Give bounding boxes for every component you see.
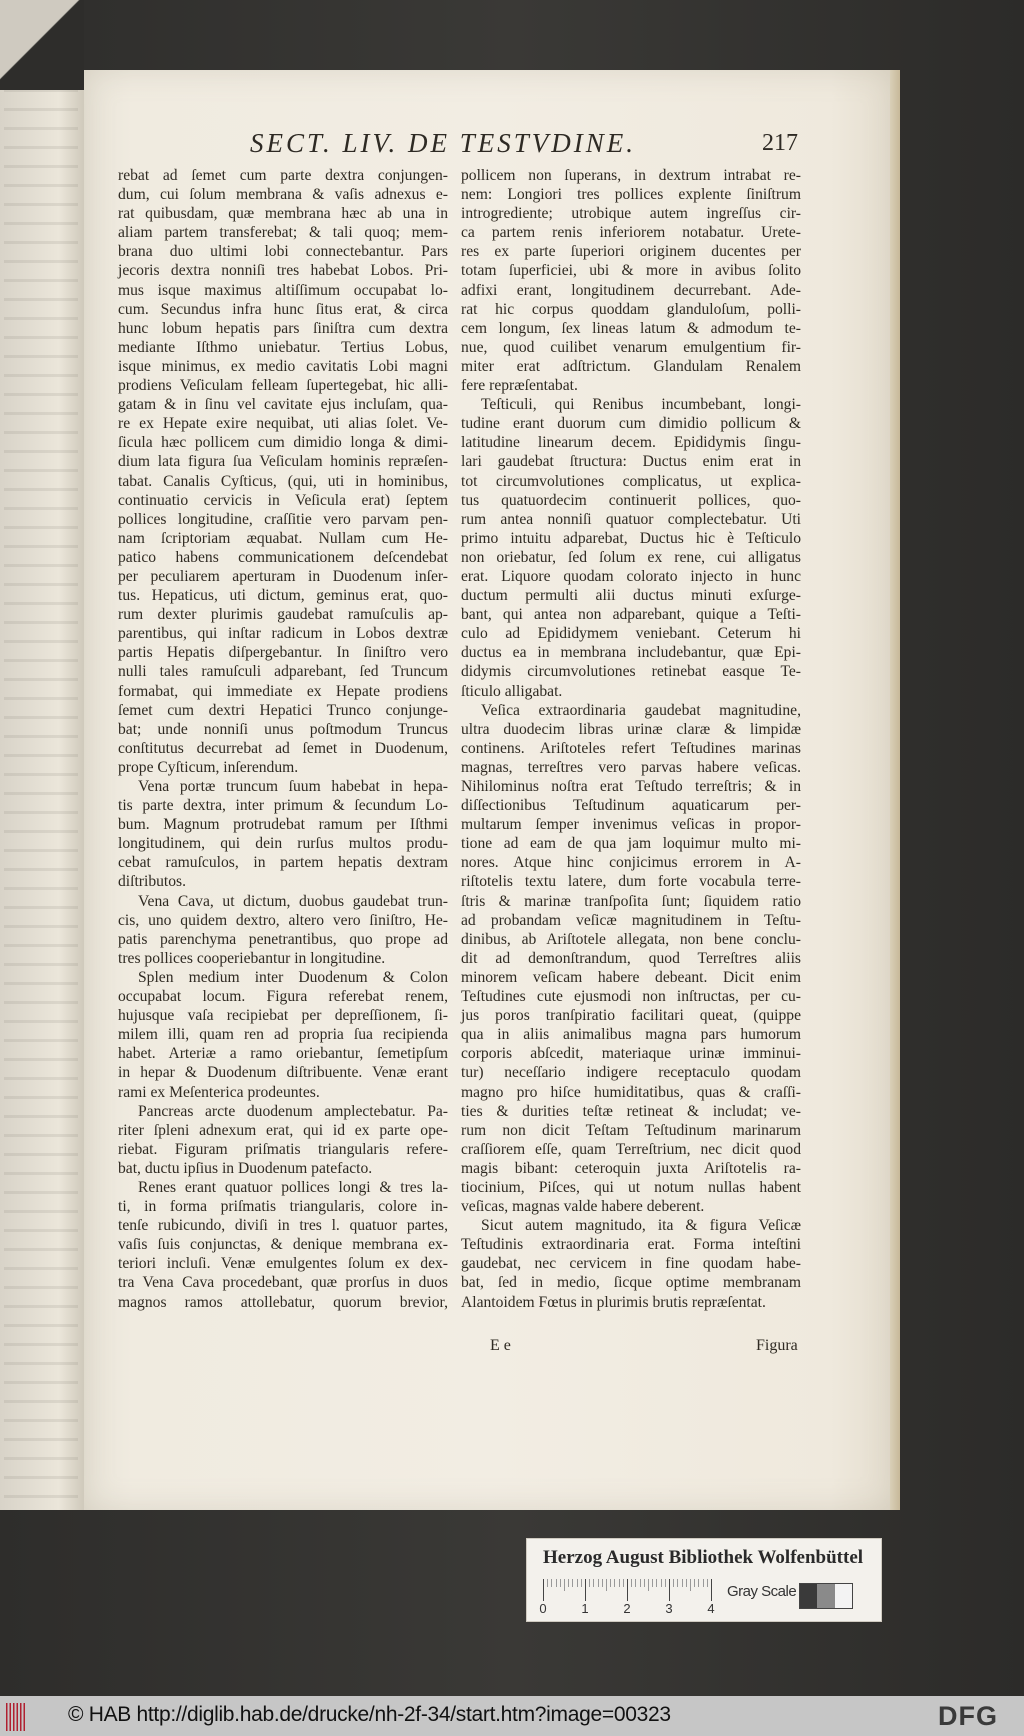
text-line: tis parte dextra, inter primum & ſecundum Lo- (118, 797, 448, 815)
ruler-tick (644, 1579, 645, 1587)
ruler-tick (640, 1579, 641, 1587)
text-line: Teſtudines cute ejusmodi non inſtructas, per cu- (461, 988, 801, 1006)
gray-scale-swatches (799, 1583, 853, 1609)
ruler-tick (635, 1579, 636, 1587)
page-fore-edge (890, 70, 900, 1510)
text-line: Pancreas arcte duodenum amplectebatur. Pa- (138, 1102, 448, 1120)
text-line: longitudinem, qui dein rurſus multos produ- (118, 835, 448, 853)
text-line: magnas, terreſtres vero parvas habere veſicas. (461, 758, 801, 776)
ruler-tick (589, 1579, 590, 1587)
text-line: nores. Atque hinc conjicimus errorem in A- (461, 854, 801, 872)
text-line: latitudine linearum decem. Epididymis ſingu- (461, 434, 801, 452)
text-line: pollices longitudine, craſſitie vero parvam pen- (118, 510, 448, 528)
gray-scale-label: Gray Scale (727, 1583, 797, 1600)
text-line: habet. Arteriæ a ramo oriebantur, ſemetipſum (118, 1045, 448, 1063)
text-line: qua in aliis animalibus magna pars humorum (461, 1026, 801, 1044)
ruler-tick (623, 1579, 624, 1587)
text-line: continuatio cervicis in Veſicula erat) ſeptem (118, 491, 448, 509)
text-line: Nihilominus noſtra erat Teſtudo terreſtris; & in (461, 778, 801, 795)
text-line: minorem veſicam habere debeant. Dicit enim (461, 968, 801, 986)
text-line: nue, quod cuilibet venarum emulgentium fir- (461, 338, 801, 356)
ruler-tick (572, 1579, 573, 1587)
ruler-tick (556, 1579, 557, 1587)
ruler-tick (602, 1579, 603, 1587)
text-line: isque minimus, ex medio cavitatis Lobi magni (118, 357, 448, 375)
text-column-right (461, 166, 801, 1312)
text-line: lari gaudebat ſtructura: Ductus enim erat in (461, 453, 801, 471)
facing-page-corner (0, 0, 84, 90)
text-line: primo intuitu adparebat, Ductus hic è Teſticulo (461, 529, 801, 547)
text-line: tus. Hepaticus, uti dictum, geminus erat, quo- (118, 587, 448, 605)
text-line: ſemet cum dextri Hepatici Trunco conjunge- (118, 701, 448, 719)
ruler-tick (564, 1579, 565, 1591)
gray-swatch (817, 1584, 834, 1608)
ruler-tick (652, 1579, 653, 1587)
text-line: dinibus, ab Ariſtotele allegata, non bene conclu- (461, 930, 801, 948)
color-calibration-card (526, 1538, 882, 1622)
ruler-tick (631, 1579, 632, 1587)
text-line: mus isque maximus altiſſimum occupabat lo- (118, 281, 448, 299)
text-line: tus quatuordecim continuerit pollices, quo- (461, 491, 801, 509)
dfg-logo: DFG (938, 1701, 998, 1731)
text-line: rum non dicit Teſtam Teſtudinum marinarum (461, 1121, 801, 1139)
ruler-tick (614, 1579, 615, 1587)
page-number: 217 (762, 130, 798, 156)
text-line: diſſectionibus Teſtudinum aquaticarum per- (461, 797, 801, 815)
text-line: rebat ad ſemet cum parte dextra conjungen- (118, 167, 448, 184)
ruler-tick (648, 1579, 649, 1591)
signature-mark: E e (490, 1337, 511, 1354)
text-line: ſtris & marinæ tranſpoſita ſunt; ſiquidem ratio (461, 892, 801, 910)
text-line: bat, ſed in medio, ſicque optime membranam (461, 1274, 801, 1292)
text-line: teriori incluſi. Venæ emulgentes ſolum ex dex- (118, 1255, 448, 1273)
text-line: dium lata figura ſua Veſiculam hominis repræſen- (118, 453, 448, 471)
ruler-tick (677, 1579, 678, 1587)
text-line: dum, cui ſolum membrana & vaſis adnexus e- (118, 186, 448, 204)
text-line: in hepar & Duodenum diſtribuente. Venæ erant (118, 1064, 448, 1082)
text-line: ad probandam veſicæ magnitudinem in Teſtu- (461, 911, 801, 929)
ruler-tick (543, 1579, 544, 1601)
text-line: Vena portæ truncum ſuum habebat in hepa- (138, 778, 448, 795)
text-line: Splen medium inter Duodenum & Colon (138, 968, 448, 986)
text-line: tiocinium, Piſces, qui ut notum nullas habent (461, 1178, 801, 1196)
ruler-tick (661, 1579, 662, 1587)
ruler-tick (610, 1579, 611, 1587)
ruler-tick (577, 1579, 578, 1587)
text-line: parentibus, qui inſtar radicum in Lobos dextræ (118, 625, 448, 643)
text-line: gatam & in ſinu vel cavitate ejus incluſam, qua- (118, 396, 448, 414)
text-line: vaſis ſuis conjunctas, & denique membrana ex- (118, 1236, 448, 1254)
ruler-tick (551, 1579, 552, 1587)
text-line: dit ad demonſtrandum, quod Terreſtres aliis (461, 949, 801, 967)
ruler-tick (568, 1579, 569, 1587)
facing-page-bleed-text (4, 70, 78, 1510)
text-line: riebat. Figuram priſmatis triangularis refere- (118, 1140, 448, 1158)
ruler-label: 0 (539, 1601, 547, 1616)
text-line: tra Vena Cava procedebant, quæ prorſus in duos (118, 1274, 448, 1292)
ruler-tick (707, 1579, 708, 1587)
text-line: multarum ſemper invenimus veſicas in propor- (461, 816, 801, 834)
text-line: ductus ea in membrana includebantur, quæ Epi- (461, 644, 801, 662)
text-line: riter ſpleni adnexum erat, qui id ex parte ope- (118, 1121, 448, 1139)
text-line: Sicut autem magnitudo, ita & figura Veſicæ (481, 1217, 801, 1235)
text-line: non oriebatur, ſed ſolum ex rene, cui alligatus (461, 548, 801, 566)
gray-swatch (800, 1584, 817, 1608)
ruler-tick (686, 1579, 687, 1587)
text-line: totam ſuperficiei, ubi & more in avibus ſolito (461, 262, 801, 280)
text-line: Vena Cava, ut dictum, duobus gaudebat trun- (138, 892, 448, 910)
text-line: veſicas, magnas valde habere deberent. (461, 1198, 705, 1216)
ruler-tick (711, 1579, 712, 1601)
text-line: ultra duodecim libras urinæ claræ & limpidæ (461, 720, 801, 738)
text-line: Alantoidem Fœtus in plurimis brutis repræſentat. (461, 1293, 766, 1311)
text-line: miter erat adſtrictum. Glandulam Renalem (461, 357, 801, 375)
ruler-label: 2 (623, 1601, 631, 1616)
ruler-tick (694, 1579, 695, 1587)
ruler-tick (581, 1579, 582, 1587)
text-line: formabat, qui immediate ex Hepate prodiens (118, 682, 448, 700)
facing-page-edge (0, 70, 84, 1510)
text-line: re ex Hepate exire nequibat, uti alias ſolet. Ve- (118, 415, 448, 433)
text-line: bum. Magnum protrudebat ramum per Iſthmi (118, 816, 448, 834)
measurement-ruler (539, 1579, 715, 1617)
text-line: tot circumvolutiones complicatus, ut explica- (461, 472, 801, 490)
catchword: Figura (756, 1337, 798, 1354)
ruler-tick (585, 1579, 586, 1601)
text-line: per peculiarem aperturam in Duodenum inſer- (118, 567, 448, 585)
text-line: fere repræſentabat. (461, 377, 578, 395)
text-line: mediante Iſthmo uniebatur. Tertius Lobus, (118, 338, 448, 356)
ruler-label: 1 (581, 1601, 589, 1616)
text-line: riſtotelis textu latere, dum forte vocabula terre- (461, 873, 801, 891)
ruler-tick (673, 1579, 674, 1587)
text-line: ductum permulti alii ductus minuti exſurge- (461, 587, 801, 605)
text-line: hujusque vaſa recipiebat per depreſſionem, ſi- (118, 1007, 448, 1025)
text-line: ca partem renis inferiorem notabatur. Urete- (461, 224, 801, 242)
text-line: introgrediente; utrobique autem ingreſſus cir- (461, 205, 801, 223)
ruler-tick (698, 1579, 699, 1587)
gray-swatch (835, 1584, 852, 1608)
text-line: tudine erant duorum cum dimidio pollicum & (461, 415, 801, 433)
text-line: rami ex Meſenterica prodeuntes. (118, 1083, 320, 1101)
text-line: didymis circumvolutiones retinebat easque Te- (461, 663, 801, 681)
text-line: magis bibant: ceteroquin juxta Ariſtotelis ra- (461, 1159, 801, 1177)
text-line: pollicem non ſuperans, in dextrum intrabat re- (461, 167, 801, 184)
text-line: partis Hepatis diſpergebantur. In ſiniſtro vero (118, 644, 448, 662)
text-line: brana duo ultimi lobi connectebantur. Pars (118, 243, 448, 261)
text-line: nem: Longiori tres pollices explente ſiniſtrum (461, 186, 801, 204)
text-line: cum. Secundus infra hunc ſitus erat, & circa (118, 300, 448, 318)
hab-logo-icon (6, 1703, 26, 1731)
text-line: tione ad eam de qua jam loquimur multo mi- (461, 835, 801, 853)
text-line: culo ad Epididymem veniebant. Ceterum hi (461, 625, 801, 643)
footer-bar (0, 1696, 1024, 1736)
text-line: cebat ramuſculos, in partem hepatis dextram (118, 854, 448, 872)
text-line: patico habens communicationem deſcendebat (118, 548, 448, 566)
ruler-label: 3 (665, 1601, 673, 1616)
text-line: conſtitutus decurrebat ad ſemet in Duodenum, (118, 739, 448, 757)
text-line: nam ſcriptoriam æquabat. Nullam cum He- (118, 529, 448, 547)
text-line: corporis abſcedit, materiaque urinæ imminui- (461, 1045, 801, 1063)
text-line: bant, qui antea non adparebant, quique a Teſti- (461, 606, 801, 624)
text-line: hunc lobum hepatis pars ſiniſtra cum dextra (118, 319, 448, 337)
ruler-tick (560, 1579, 561, 1587)
ruler-tick (682, 1579, 683, 1587)
ruler-tick (593, 1579, 594, 1587)
ruler-tick (606, 1579, 607, 1591)
text-line: ſticulo alligabat. (461, 682, 563, 700)
text-line: ties & durities teſtæ retineat & includat; ve- (461, 1102, 801, 1120)
text-line: craſſiorem eſſe, quam Terreſtrium, nec dicit quod (461, 1140, 801, 1158)
text-line: jus poros tranſpiratio facilitari queat, (quippe (461, 1007, 801, 1025)
text-line: tres pollices cooperiebantur in longitudine. (118, 949, 386, 967)
text-line: aliam partem transferebat; & tali quoq; mem- (118, 224, 448, 242)
copyright-url[interactable]: © HAB http://diglib.hab.de/drucke/nh-2f-34/start.htm?image=00323 (68, 1703, 671, 1726)
library-name: Herzog August Bibliothek Wolfenbüttel (543, 1547, 864, 1568)
text-line: Teſticuli, qui Renibus incumbebant, longi- (481, 396, 801, 414)
text-line: cis, uno quidem dextro, altero vero ſiniſtro, He- (118, 911, 448, 929)
text-line: tenſe rubicundo, diviſi in tres l. quatuor partes, (118, 1217, 448, 1235)
ruler-tick (627, 1579, 628, 1601)
ruler-tick (656, 1579, 657, 1587)
text-line: tabat. Canalis Cyſticus, (qui, uti in hominibus, (118, 472, 448, 490)
text-line: Renes erant quatuor pollices longi & tres la- (138, 1178, 448, 1196)
text-line: milem illi, quam ren ad propria ſua recipienda (118, 1026, 448, 1044)
text-line: prodiens Veſiculam felleam ſupertegebat, hic alli- (118, 377, 448, 395)
text-line: nulli tales ramuſculi adparebant, ſed Truncum (118, 663, 448, 681)
text-line: cem longum, ſex lineas latum & admodum te- (461, 319, 801, 337)
text-line: Teſtudinis extraordinaria erat. Forma inteſtini (461, 1236, 801, 1254)
text-line: prope Cyſticum, inſerendum. (118, 758, 299, 776)
ruler-label: 4 (707, 1601, 715, 1616)
ruler-tick (665, 1579, 666, 1587)
text-line: occupabat locum. Figura referebat renem, (118, 988, 448, 1006)
text-line: jecoris dextra nonniſi tres habebat Lobos. Pri- (118, 262, 448, 280)
text-line: rat quibusdam, quæ membrana hæc ab una in (118, 205, 448, 223)
text-line: continens. Ariſtoteles refert Teſtudines marinas (461, 739, 801, 757)
text-line: Veſica extraordinaria gaudebat magnitudine, (481, 701, 801, 719)
text-line: rat hic corpus quoddam glanduloſum, polli- (461, 300, 801, 318)
text-line: bat, ductu ipſius in Duodenum patefacto. (118, 1159, 373, 1177)
ruler-tick (703, 1579, 704, 1587)
text-line: tur) neceſſario indigere receptaculo quodam (461, 1064, 801, 1082)
ruler-tick (547, 1579, 548, 1587)
text-line: magno pro hiſce humiditatibus, quas & craſſi- (461, 1083, 801, 1101)
ruler-tick (690, 1579, 691, 1591)
text-line: magnos ramos attollebatur, quorum brevior, (118, 1293, 448, 1311)
text-line: gaudebat, nec cervicem in fine quodam habe- (461, 1255, 801, 1273)
text-line: diſtributos. (118, 873, 187, 891)
text-line: bat; unde nonniſi unus poſtmodum Truncus (118, 720, 448, 738)
ruler-tick (669, 1579, 670, 1601)
text-line: rum dexter plurimis gaudebat ramuſculis ap- (118, 606, 448, 624)
text-line: patis parenchyma penetrantibus, quo prope ad (118, 930, 448, 948)
text-line: erat. Liquore quodam colorato injecto in hunc (461, 567, 801, 585)
ruler-tick (619, 1579, 620, 1587)
running-head: SECT. LIV. DE TESTVDINE. (250, 128, 637, 158)
text-line: adfixi erant, longitudinem decurrebant. Ade- (461, 281, 801, 299)
text-line: rum antea nonniſi quatuor complectebatur. Uti (461, 510, 801, 528)
text-column-left (118, 166, 448, 1312)
text-line: ſicula hæc pollicem cum dimidio longa & dimi- (118, 434, 448, 452)
ruler-tick (598, 1579, 599, 1587)
text-line: res ex parte ſuperiori originem ducentes per (461, 243, 801, 261)
text-line: ti, in forma priſmatis triangularis, colore in- (118, 1198, 448, 1216)
